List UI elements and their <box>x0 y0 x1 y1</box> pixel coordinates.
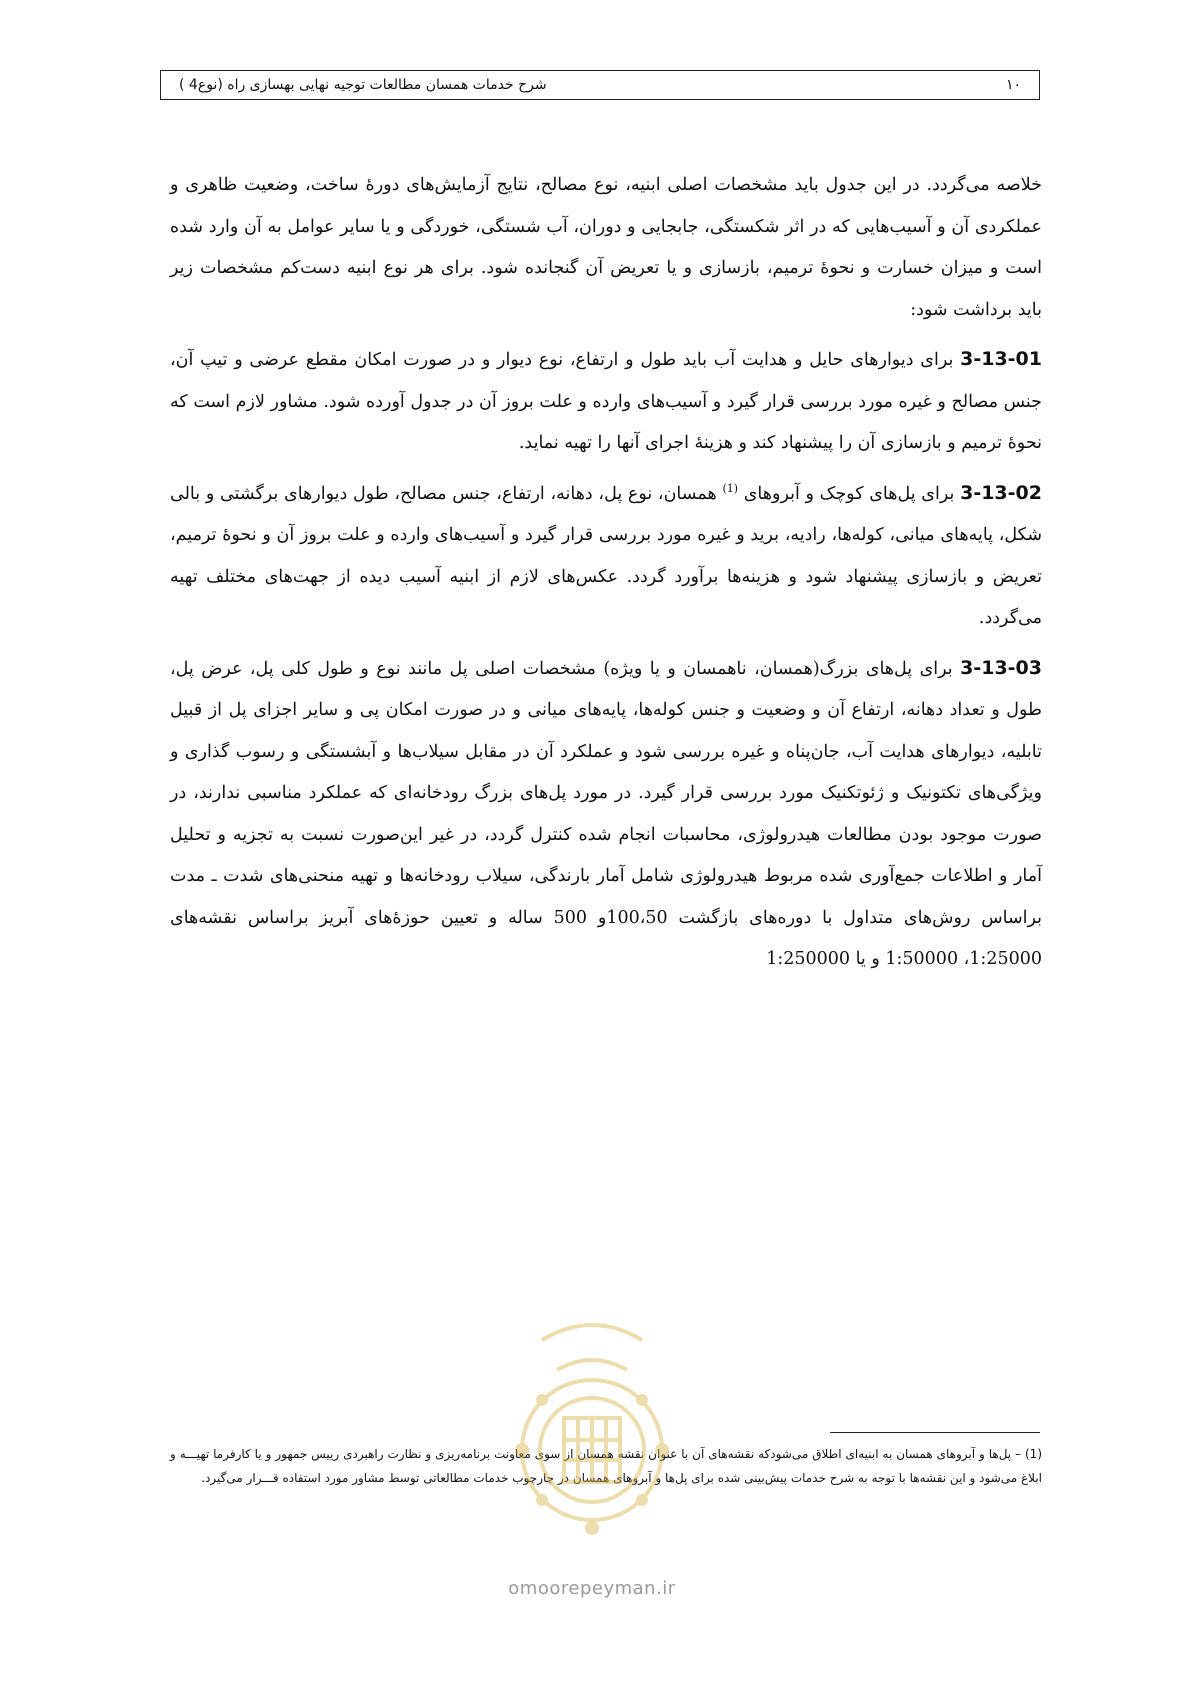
footnote-divider <box>830 1432 1040 1433</box>
header-title: شرح خدمات همسان مطالعات توجیه نهایی بهسازی راه (نوع4 ) <box>179 77 547 93</box>
page-number: ۱۰ <box>1005 77 1021 93</box>
section-3-13-01 <box>170 339 1042 465</box>
watermark-logo-icon <box>502 1300 682 1560</box>
watermark-text: omoorepeyman.ir <box>508 1578 676 1599</box>
section-number: 3-13-01 <box>960 348 1042 370</box>
section-number: 3-13-03 <box>960 656 1042 679</box>
body-text <box>170 165 1042 989</box>
intro-text: خلاصه می‌گردد. در این جدول باید مشخصات اصلی ابنیه، نوع مصالح، نتایج آزمایش‌های دورهٔ ساخت، وضعیت ظاهری و عملکردی آن و آسیب‌هایی که در اثر شکستگی، جابجایی و دوران، آب شستگی، خوردگی و یا سایر عوامل به آن وارد شده است و میزان خسارت و نحوهٔ ترمیم، بازسازی و یا تعریض آن گنجانده شود. برای هر نوع ابنیه دست‌کم مشخصات زیر باید برداشت شود: <box>170 175 1042 320</box>
section-text: برای دیوارهای حایل و هدایت آب باید طول و ارتفاع، نوع دیوار و در صورت امکان مقطع عرضی و تیپ آن، جنس مصالح و غیره مورد بررسی قرار گیرد و آسیب‌های وارده و علت بروز آن در جدول آورده شود. مشاور لازم است که نحوهٔ ترمیم و بازسازی آن را پیشنهاد کند و هزینهٔ اجرای آنها را تهیه نماید. <box>170 350 1042 453</box>
section-3-13-03 <box>170 648 1042 981</box>
footnote: (1) – پل‌ها و آبروهای همسان به ابنیه‌ای اطلاق می‌شودکه نقشه‌های آن با عنوان نقشه همسان از سوی معاونت برنامه‌ریزی و نظارت راهبردی رییس جمهور و یا کارفرما تهیـــه و ابلاغ می‌شود و این نقشه‌ها با توجه به شرح خدمات پیش‌بینی شده برای پل‌ها و آبروهای همسان در چارچوب خدمات مطالعاتی توسط مشاور مورد استفاده قـــرار می‌گیرد. <box>170 1447 1042 1485</box>
section-text-after: همسان، نوع پل، دهانه، ارتفاع، جنس مصالح، طول دیوارهای برگشتی و بالی شکل، پایه‌های میانی، کوله‌ها، رادیه، برید و غیره مورد بررسی قرار گیرد و آسیب‌های وارده و علت بروز آن و نحوهٔ ترمیم، تعریض و بازسازی پیشنهاد شود و هزینه‌ها برآورد گردد. عکس‌های لازم از ابنیه آسیب دیده از جهت‌های مختلف تهیه می‌گردد. <box>170 483 1042 628</box>
section-text-before: برای پل‌های کوچک و آبروهای <box>743 483 955 504</box>
intro-paragraph <box>170 165 1042 331</box>
section-text: برای پل‌های بزرگ(همسان، ناهمسان و یا ویژه) مشخصات اصلی پل مانند نوع و طول کلی پل، عرض پل، طول و تعداد دهانه، ارتفاع آن و وضعیت و جنس کوله‌ها، پایه‌های میانی و در صورت امکان پی و سایر اجزای پل از قبیل تابلیه، دیوارهای هدایت آب، جان‌پناه و غیره بررسی شود و عملکرد آن در مقابل سیلاب‌ها و آبشستگی و رسوب گذاری و ویژگی‌های تکتونیک و ژئوتکنیک مورد بررسی قرار گیرد. در مورد پل‌های بزرگ رودخانه‌ای که عملکرد مناسبی ندارند، در صورت موجود بودن مطالعات هیدرولوژی، محاسبات انجام شده کنترل گردد، در غیر این‌صورت نسبت به تجزیه و تحلیل آمار و اطلاعات جمع‌آوری شده مربوط هیدرولوژی شامل آمار بارندگی، سیلاب رودخانه‌ها و تهیه منحنی‌های شدت ـ مدت براساس روش‌های متداول با دوره‌های بازگشت 100،50و 500 ساله و تعیین حوزهٔ‌های آبریز براساس نقشه‌های 1:25000، 1:50000 و یا 1:250000 <box>170 658 1042 969</box>
section-number: 3-13-02 <box>960 481 1042 504</box>
footnote-reference: (1) <box>722 481 739 495</box>
page-header <box>160 70 1040 100</box>
section-3-13-02 <box>170 473 1042 640</box>
